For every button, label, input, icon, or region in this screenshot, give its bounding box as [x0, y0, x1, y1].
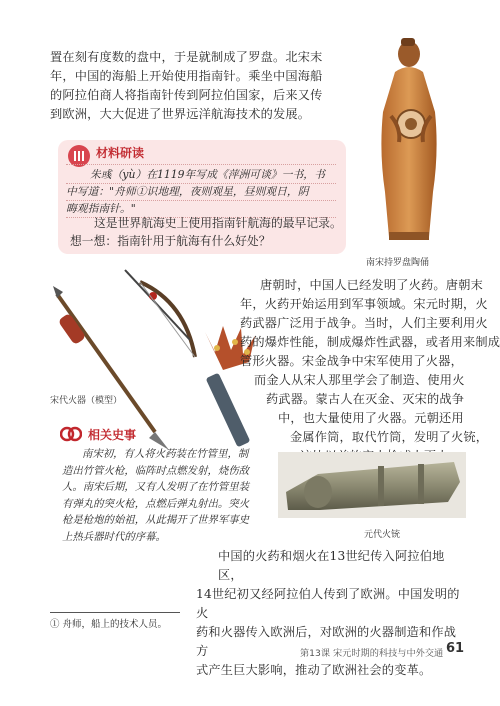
intro-paragraph: [50, 48, 346, 124]
chapter-title: 第13课 宋元时期的科技与中外交通: [300, 648, 444, 659]
text-line: 而金人从宋人那里学会了制造、使用火: [254, 373, 465, 387]
page-number: 61: [446, 641, 465, 656]
history-line: 枪是枪炮的始祖，从此揭开了世界军事史: [62, 514, 250, 526]
text-line: 药和火器传入欧洲后，对欧洲的火器制造和作战方: [196, 625, 457, 658]
material-body-line: 这是世界航海史上使用指南针航海的最早记录。: [94, 216, 342, 230]
text-line: 的阿拉伯商人将指南针传到阿拉伯国家，后来又传: [50, 88, 323, 102]
gun-caption: 元代火铳: [364, 530, 401, 540]
footnote: ① 舟师，船上的技术人员。: [50, 619, 168, 630]
text-line: 到欧洲，大大促进了世界远洋航海技术的发展。: [50, 107, 311, 121]
text-line: 年，中国的海船上开始使用指南针。乘坐中国海船: [50, 69, 323, 83]
gunpowder-paragraph: [240, 276, 500, 466]
text-line: 式产生巨大影响，推动了欧洲社会的变革。: [196, 663, 432, 677]
footnote-divider: [50, 612, 180, 613]
text-line: 唐朝时，中国人已经发明了火药。唐朝末: [260, 278, 483, 292]
history-line: 南宋初，有人将火药装在竹管里，制: [82, 448, 249, 460]
material-quote: [66, 164, 336, 218]
quote-line: 晦观指南针。": [66, 201, 336, 218]
history-line: 人。南宋后期，又有人发明了在竹管里装: [62, 481, 250, 493]
history-line: 造出竹管火枪，临阵时点燃发射，烧伤敌: [62, 464, 250, 477]
material-body-line: 想一想：指南针用于航海有什么好处？: [70, 234, 271, 248]
text-line: 金属作筒，取代竹筒，发明了火铳，: [290, 430, 489, 444]
text-line: 年，火药开始运用到军事领域。宋元时期，火: [240, 297, 488, 311]
text-line: 中国的火药和烟火在13世纪传入阿拉伯地区，: [218, 549, 445, 582]
history-text: [62, 446, 272, 545]
history-line: 上热兵器时代的序幕。: [62, 530, 166, 543]
history-title: 相关史事: [88, 428, 137, 442]
text-line: 管形火器。宋金战争中宋军使用了火器，: [240, 354, 463, 368]
compass-figurine-image: [355, 32, 461, 244]
figurine-caption: 南宋持罗盘陶俑: [366, 258, 430, 268]
text-line: 药的爆炸性能，制成爆炸性武器，或者用来制成: [240, 335, 500, 349]
text-line: 中，也大量使用了火器。元朝还用: [278, 411, 464, 425]
material-body: [70, 214, 344, 250]
history-line: 有弹丸的突火枪，点燃后弹丸射出。突火: [62, 497, 250, 510]
yuan-gun-image: [278, 452, 466, 518]
text-line: 14世纪初又经阿拉伯人传到了欧洲。中国发明的火: [196, 587, 460, 620]
text-line: 置在刻有度数的盘中，于是就制成了罗盘。北宋末: [50, 50, 323, 64]
material-title: 材料研读: [96, 146, 145, 160]
text-line: 药武器。蒙古人在灭金、灭宋的战争: [266, 392, 465, 406]
history-icon: [60, 423, 82, 445]
spread-paragraph: [196, 547, 465, 680]
quote-line: 中写道："舟师①识地理，夜则观星，昼则观日，阴: [66, 184, 336, 201]
text-line: 药武器广泛用于战争。当时，人们主要利用火: [240, 316, 488, 330]
quote-line: 朱彧（yù）在1119年写成《萍洲可谈》一书，书: [66, 167, 336, 184]
weapons-caption: 宋代火器（模型）: [50, 396, 123, 406]
